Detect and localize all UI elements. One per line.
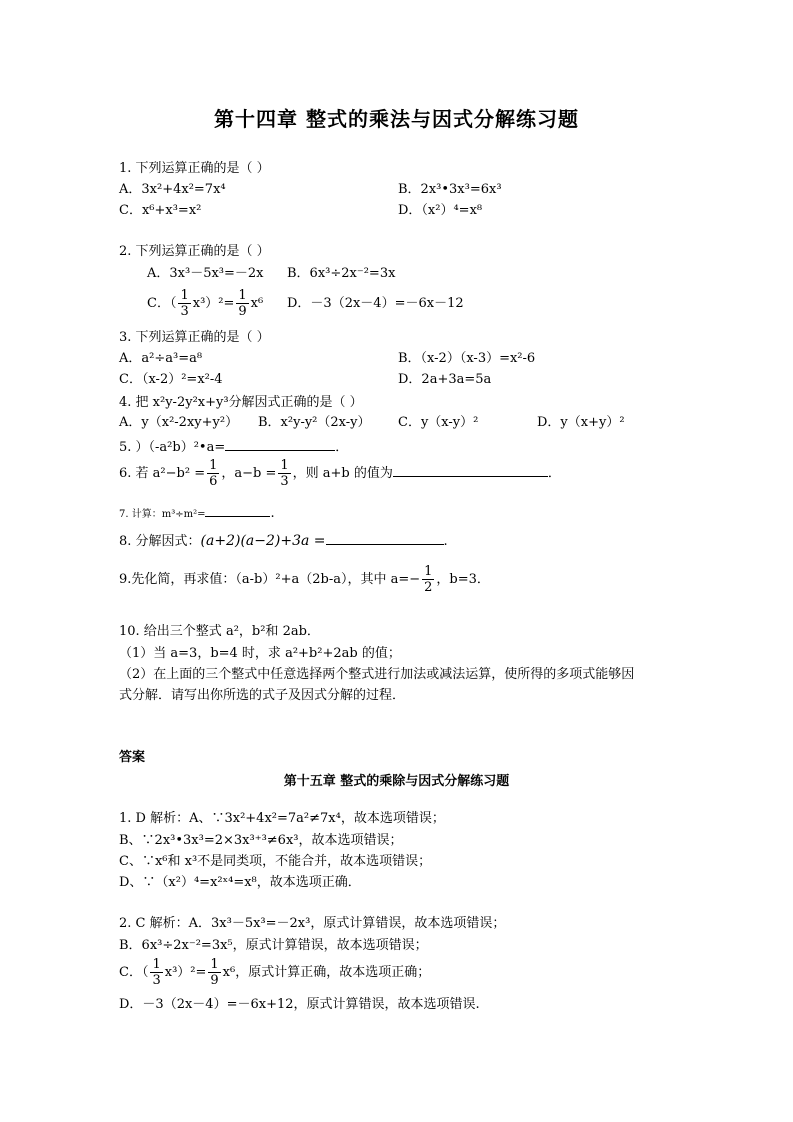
- answer-2-line-2: B．6x³÷2x⁻²=3x⁵，原式计算错误，故本选项错误；: [119, 938, 428, 953]
- question-1-option-a: A．3x²+4x²=7x⁴: [119, 182, 226, 197]
- question-1-option-d: D．（x²）⁴=x⁸: [398, 203, 483, 218]
- answer-2-line-4: D．－3（2x－4）=－6x+12，原式计算错误，故本选项错误.: [119, 997, 480, 1012]
- answer-2-line-3: C．（ $\frac{1}{3}$ x³）²= $\frac{1}{9}$ x⁶，原式计算正确，故本选项正确；: [119, 957, 431, 988]
- question-3-stem: 3. 下列运算正确的是（ ）: [119, 330, 270, 345]
- question-10-stem: 10. 给出三个整式 a²，b²和 2ab．: [119, 624, 320, 639]
- question-10-part-2: （2）在上面的三个整式中任意选择两个整式进行加法或减法运算，使所得的多项式能够因: [119, 667, 635, 682]
- question-3-option-b: B．（x-2）（x-3）=x²-6: [398, 351, 536, 366]
- question-4-stem: 4. 把 x²y-2y²x+y³分解因式正确的是（ ）: [119, 395, 363, 410]
- fraction: $\frac{1}{9}$: [210, 957, 219, 988]
- page-title: 第十四章 整式的乘法与因式分解练习题: [214, 107, 579, 131]
- question-1-option-c: C．x⁶+x³=x²: [119, 203, 202, 218]
- fraction: $\frac{1}{2}$: [424, 564, 433, 595]
- fraction: $\frac{1}{6}$: [209, 458, 218, 489]
- question-10-part-1: （1）当 a=3，b=4 时，求 a²+b²+2ab 的值；: [119, 646, 401, 661]
- question-7: 7. 计算：m³÷m²= .: [119, 502, 275, 524]
- answer-2-line-1: 2. C 解析：A．3x³－5x³=－2x³，原式计算错误，故本选项错误；: [119, 916, 506, 931]
- fraction: $\frac{1}{3}$: [180, 288, 189, 319]
- question-2-option-c: C．（ $\frac{1}{3}$ x³）²= $\frac{1}{9}$ x⁶: [147, 288, 264, 319]
- answers-subtitle: 第十五章 整式的乘除与因式分解练习题: [283, 774, 510, 789]
- question-1-stem: 1. 下列运算正确的是（ ）: [119, 161, 270, 176]
- answer-blank: [205, 502, 270, 517]
- question-2-option-a: A．3x³－5x³=－2x: [147, 266, 264, 281]
- question-4-option-c: C．y（x-y）²: [398, 415, 479, 430]
- question-2-stem: 2. 下列运算正确的是（ ）: [119, 244, 270, 259]
- question-1-option-b: B．2x³•3x³=6x³: [398, 182, 502, 197]
- answer-1-line-2: B、∵2x³•3x³=2×3x³⁺³≠6x³，故本选项错误；: [119, 833, 403, 848]
- answer-blank: [225, 436, 335, 451]
- answers-heading: 答案: [119, 750, 146, 765]
- question-6: 6. 若 a²−b² = $\frac{1}{6}$ ，a−b = $\frac{1}{3}$ ，则 a+b 的值为 ．: [119, 458, 561, 489]
- question-4-option-b: B．x²y-y²（2x-y）: [258, 415, 371, 430]
- fraction: $\frac{1}{3}$: [280, 458, 289, 489]
- answer-1-line-4: D、∵（x²）⁴=x²ˣ⁴=x⁸，故本选项正确．: [119, 875, 361, 890]
- question-3-option-d: D．2a+3a=5a: [398, 372, 492, 387]
- question-3-option-a: A．a²÷a³=a⁸: [119, 351, 203, 366]
- question-2-option-b: B．6x³÷2x⁻²=3x: [287, 266, 396, 281]
- question-4-option-a: A．y（x²-2xy+y²）: [119, 415, 239, 430]
- answer-1-line-1: 1. D 解析：A、∵3x²+4x²=7a²≠7x⁴，故本选项错误；: [119, 811, 445, 826]
- question-10-part-3: 式分解．请写出你所选的式子及因式分解的过程．: [119, 688, 406, 703]
- question-4-option-d: D．y（x+y）²: [537, 415, 625, 430]
- answer-1-line-3: C、∵x⁶和 x³不是同类项，不能合并，故本选项错误；: [119, 854, 432, 869]
- answer-blank: [393, 462, 548, 477]
- question-9: 9.先化简，再求值：（a-b）²+a（2b-a），其中 a=− $\frac{1}{2}$ ，b=3．: [119, 564, 490, 595]
- fraction: $\frac{1}{9}$: [238, 288, 247, 319]
- question-8: 8. 分解因式：(a+2)(a−2)+3a = .: [119, 530, 448, 551]
- question-3-option-c: C．（x-2）²=x²-4: [119, 372, 223, 387]
- fraction: $\frac{1}{3}$: [152, 957, 161, 988]
- question-5: 5. ）（-a²b）²•a= ．: [119, 436, 348, 457]
- question-2-option-d: D．－3（2x－4）=－6x－12: [287, 296, 464, 311]
- answer-blank: [326, 530, 444, 545]
